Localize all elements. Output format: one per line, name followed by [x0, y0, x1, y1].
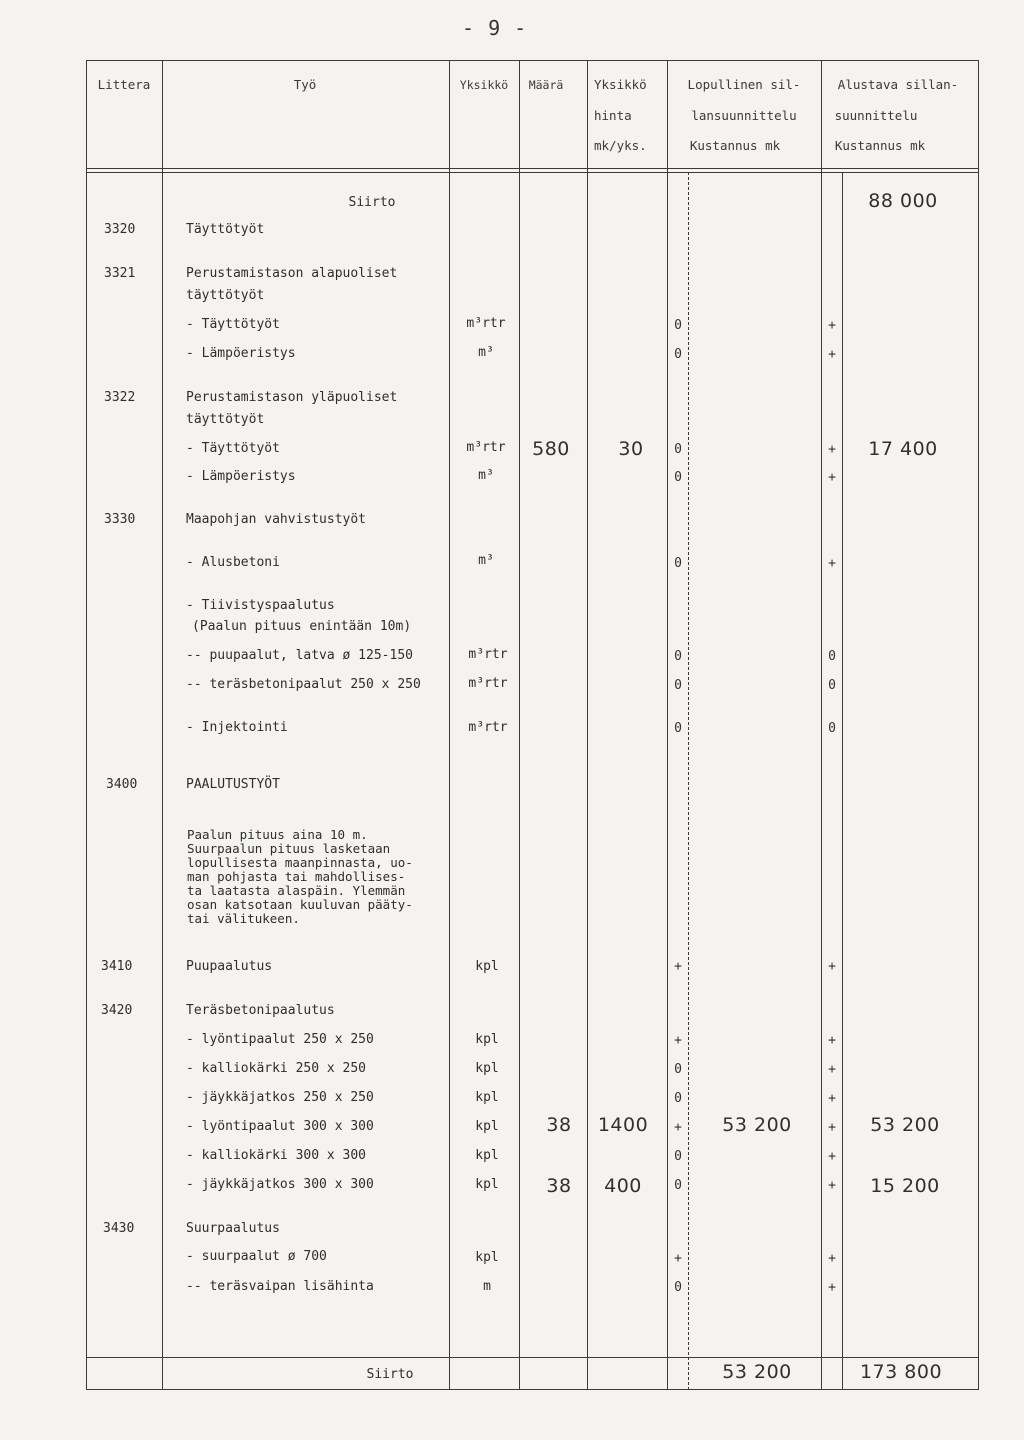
row-text: Perustamistason alapuoliset: [186, 266, 398, 281]
row-text: - jäykkäjatkos 300 x 300: [186, 1177, 374, 1192]
row-alustava-mark: +: [828, 1251, 836, 1266]
row-lopullinen-mark: 0: [674, 1178, 682, 1193]
row-text: - kalliokärki 300 x 300: [186, 1148, 367, 1163]
col-divider-yksikko: [519, 60, 520, 1390]
row-alustava-mark: +: [828, 1149, 836, 1164]
footer-rule: [86, 1357, 979, 1358]
row-text-cont: täyttötyöt: [186, 288, 265, 303]
carry-out-alustava: 173 800: [859, 1361, 943, 1383]
row-lopullinen-mark: 0: [674, 1149, 682, 1164]
col-divider-lopullinen-inner: [688, 172, 689, 1390]
row-unit: kpl: [475, 1090, 499, 1105]
row-lopullinen-mark: 0: [674, 1091, 682, 1106]
row-text: - Lämpöeristys: [186, 469, 296, 484]
col-divider-hinta: [667, 60, 668, 1390]
row-unit: kpl: [475, 1177, 499, 1192]
row-lopullinen-mark: 0: [674, 347, 682, 362]
row-code: 3322: [104, 390, 136, 405]
row-unit: kpl: [475, 959, 499, 974]
row-unit-price: 400: [604, 1175, 642, 1197]
row-alustava-mark: 0: [828, 721, 836, 736]
row-code: 3330: [104, 512, 136, 527]
row-lopullinen-mark: 0: [674, 678, 682, 693]
header-alustava-1: Alustava sillan-: [837, 77, 959, 92]
row-text: Suurpaalutus: [186, 1221, 280, 1236]
header-yks-hinta-2: hinta: [594, 108, 632, 123]
row-unit: m³rtr: [468, 647, 508, 662]
row-text: - Alusbetoni: [186, 555, 280, 570]
row-code: 3400: [106, 777, 138, 792]
col-divider-tyo: [449, 60, 450, 1390]
row-alustava-mark: +: [828, 1091, 836, 1106]
row-alustava-mark: +: [828, 556, 836, 571]
row-lopullinen-mark: +: [674, 1120, 682, 1135]
row-alustava-mark: 0: [828, 678, 836, 693]
row-text: - Tiivistyspaalutus: [186, 598, 335, 613]
row-text: -- teräsbetonipaalut 250 x 250: [186, 677, 421, 692]
row-text: - Lämpöeristys: [186, 346, 296, 361]
row-alustava-mark: +: [828, 1280, 836, 1295]
row-text: - lyöntipaalut 300 x 300: [186, 1119, 374, 1134]
row-lopullinen-mark: +: [674, 959, 682, 974]
row-text: - Täyttötyöt: [186, 317, 280, 332]
header-yks-hinta-3: mk/yks.: [594, 138, 647, 153]
row-lopullinen-mark: 0: [674, 1280, 682, 1295]
row-text: PAALUTUSTYÖT: [186, 777, 280, 792]
row-alustava-mark: +: [828, 347, 836, 362]
row-alustava-mark: +: [828, 1120, 836, 1135]
carry-out-label: Siirto: [366, 1367, 414, 1382]
carry-in-alustava: 88 000: [868, 190, 938, 212]
row-unit: kpl: [475, 1148, 499, 1163]
row-lopullinen-mark: 0: [674, 442, 682, 457]
row-text: -- puupaalut, latva ø 125-150: [186, 648, 413, 663]
row-unit: m³rtr: [468, 720, 508, 735]
carry-in-label: Siirto: [348, 195, 396, 210]
row-lopullinen-mark: 0: [674, 649, 682, 664]
row-quantity: 38: [546, 1114, 572, 1136]
header-tyo: Työ: [293, 77, 317, 92]
header-littera: Littera: [97, 77, 151, 92]
header-yksikko: Yksikkö: [459, 78, 509, 92]
row-text: Puupaalutus: [186, 959, 273, 974]
row-text: - jäykkäjatkos 250 x 250: [186, 1090, 374, 1105]
row-lopullinen-mark: 0: [674, 556, 682, 571]
header-rule-2: [86, 172, 979, 173]
header-lopullinen-3: Kustannus mk: [689, 138, 781, 153]
row-lopullinen-mark: 0: [674, 318, 682, 333]
page-number: - 9 -: [462, 16, 528, 40]
col-divider-alustava-inner: [842, 172, 843, 1390]
row-unit: m³rtr: [466, 316, 506, 331]
row-lopullinen-value: 53 200: [722, 1114, 792, 1136]
row-alustava-value: 17 400: [868, 438, 938, 460]
row-alustava-mark: +: [828, 959, 836, 974]
row-lopullinen-mark: +: [674, 1033, 682, 1048]
col-divider-littera: [162, 60, 163, 1390]
header-yks-hinta-1: Yksikkö: [594, 77, 647, 92]
row-unit: kpl: [475, 1061, 499, 1076]
row-text: Maapohjan vahvistustyöt: [186, 512, 367, 527]
row-code: 3430: [103, 1221, 135, 1236]
row-unit: kpl: [475, 1032, 499, 1047]
row-quantity: 38: [546, 1175, 572, 1197]
row-lopullinen-mark: 0: [674, 721, 682, 736]
header-alustava-2: suunnittelu: [834, 108, 918, 123]
row-unit: m: [483, 1279, 491, 1294]
row-code: 3321: [104, 266, 136, 281]
row-unit: m³: [478, 345, 494, 360]
row-unit: kpl: [475, 1250, 499, 1265]
header-maara: Määrä: [528, 78, 564, 92]
row-alustava-mark: 0: [828, 649, 836, 664]
row-text: Perustamistason yläpuoliset: [186, 390, 398, 405]
row-lopullinen-mark: 0: [674, 470, 682, 485]
header-rule: [86, 168, 979, 169]
row-alustava-value: 15 200: [870, 1175, 940, 1197]
row-alustava-mark: +: [828, 442, 836, 457]
row-alustava-mark: +: [828, 470, 836, 485]
row-text: - suurpaalut ø 700: [186, 1249, 327, 1264]
row-code: 3410: [101, 959, 133, 974]
row-quantity: 580: [532, 438, 570, 460]
row-lopullinen-mark: +: [674, 1251, 682, 1266]
row-text: - Täyttötyöt: [186, 441, 280, 456]
row-alustava-mark: +: [828, 1062, 836, 1077]
row-lopullinen-mark: 0: [674, 1062, 682, 1077]
row-text: Teräsbetonipaalutus: [186, 1003, 335, 1018]
col-divider-lopullinen: [821, 60, 822, 1390]
row-code: 3420: [101, 1003, 133, 1018]
row-alustava-mark: +: [828, 1033, 836, 1048]
row-text: Täyttötyöt: [186, 222, 265, 237]
row-alustava-mark: +: [828, 318, 836, 333]
row-unit-price: 30: [618, 438, 644, 460]
piling-note: Paalun pituus aina 10 m. Suurpaalun pituus lasketaan lopullisesta maanpinnasta, uo- man pohjasta tai mahdollises- ta laatasta alaspäin. Ylemmän osan katsotaan kuuluvan päätу- tai välitukeen.: [187, 827, 413, 926]
row-text-cont: täyttötyöt: [186, 412, 265, 427]
row-text: -- teräsvaipan lisähinta: [186, 1279, 374, 1294]
row-unit: m³: [478, 553, 494, 568]
row-text: - kalliokärki 250 x 250: [186, 1061, 367, 1076]
row-text: - Injektointi: [186, 720, 288, 735]
header-alustava-3: Kustannus mk: [834, 138, 926, 153]
carry-out-lopullinen: 53 200: [722, 1361, 792, 1383]
row-unit: m³rtr: [468, 676, 508, 691]
row-alustava-value: 53 200: [870, 1114, 940, 1136]
row-unit: m³: [478, 468, 494, 483]
row-text-cont: (Paalun pituus enintään 10m): [192, 619, 412, 634]
row-code: 3320: [104, 222, 136, 237]
row-unit-price: 1400: [597, 1114, 649, 1136]
row-text: - lyöntipaalut 250 x 250: [186, 1032, 374, 1047]
row-unit: kpl: [475, 1119, 499, 1134]
row-alustava-mark: +: [828, 1178, 836, 1193]
header-lopullinen-1: Lopullinen sil-: [687, 77, 801, 92]
row-unit: m³rtr: [466, 440, 506, 455]
header-lopullinen-2: lansuunnittelu: [691, 108, 797, 123]
col-divider-maara: [587, 60, 588, 1390]
